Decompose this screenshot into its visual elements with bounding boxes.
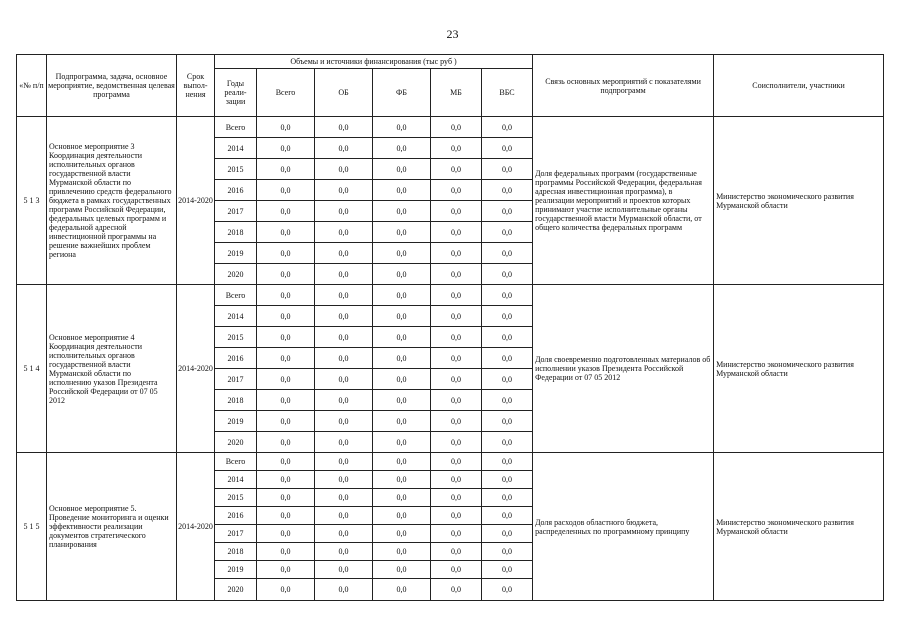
cell-fb: 0,0 — [373, 285, 431, 306]
cell-total: 0,0 — [257, 507, 315, 525]
cell-total: 0,0 — [257, 432, 315, 453]
row-year: 2014 — [215, 471, 257, 489]
row-year: 2015 — [215, 489, 257, 507]
cell-mb: 0,0 — [431, 543, 482, 561]
header-years: Годы реали-зации — [215, 69, 257, 117]
cell-fb: 0,0 — [373, 180, 431, 201]
cell-ob: 0,0 — [315, 264, 373, 285]
row-year: 2020 — [215, 579, 257, 601]
cell-vbs: 0,0 — [482, 411, 533, 432]
cell-ob: 0,0 — [315, 489, 373, 507]
cell-mb: 0,0 — [431, 222, 482, 243]
cell-ob: 0,0 — [315, 180, 373, 201]
cell-vbs: 0,0 — [482, 453, 533, 471]
cell-vbs: 0,0 — [482, 348, 533, 369]
cell-vbs: 0,0 — [482, 561, 533, 579]
cell-ob: 0,0 — [315, 390, 373, 411]
group-executors: Министерство экономического развития Мурманской области — [714, 285, 884, 453]
header-executors: Соисполнители, участники — [714, 55, 884, 117]
cell-ob: 0,0 — [315, 543, 373, 561]
cell-mb: 0,0 — [431, 471, 482, 489]
header-mb: МБ — [431, 69, 482, 117]
cell-vbs: 0,0 — [482, 138, 533, 159]
cell-total: 0,0 — [257, 327, 315, 348]
row-year: 2018 — [215, 390, 257, 411]
table-row — [17, 285, 884, 306]
group-term: 2014-2020 — [177, 117, 215, 285]
cell-vbs: 0,0 — [482, 525, 533, 543]
cell-mb: 0,0 — [431, 264, 482, 285]
cell-mb: 0,0 — [431, 390, 482, 411]
cell-ob: 0,0 — [315, 432, 373, 453]
header-fb: ФБ — [373, 69, 431, 117]
row-year: 2018 — [215, 222, 257, 243]
cell-fb: 0,0 — [373, 525, 431, 543]
cell-fb: 0,0 — [373, 201, 431, 222]
cell-vbs: 0,0 — [482, 264, 533, 285]
group-link: Доля расходов областного бюджета, распределенных по программному принципу — [533, 453, 714, 601]
header-term: Срок выпол-нения — [177, 55, 215, 117]
row-year: 2015 — [215, 159, 257, 180]
cell-mb: 0,0 — [431, 411, 482, 432]
cell-vbs: 0,0 — [482, 201, 533, 222]
cell-fb: 0,0 — [373, 411, 431, 432]
row-year: 2019 — [215, 411, 257, 432]
cell-vbs: 0,0 — [482, 432, 533, 453]
cell-ob: 0,0 — [315, 306, 373, 327]
cell-ob: 0,0 — [315, 579, 373, 601]
cell-total: 0,0 — [257, 159, 315, 180]
financing-table — [16, 54, 884, 601]
cell-mb: 0,0 — [431, 507, 482, 525]
cell-total: 0,0 — [257, 222, 315, 243]
cell-total: 0,0 — [257, 579, 315, 601]
cell-mb: 0,0 — [431, 306, 482, 327]
cell-total: 0,0 — [257, 348, 315, 369]
cell-fb: 0,0 — [373, 507, 431, 525]
cell-total: 0,0 — [257, 489, 315, 507]
header-link: Связь основных мероприятий с показателями подпрограмм — [533, 55, 714, 117]
cell-vbs: 0,0 — [482, 579, 533, 601]
cell-ob: 0,0 — [315, 369, 373, 390]
cell-total: 0,0 — [257, 201, 315, 222]
cell-vbs: 0,0 — [482, 507, 533, 525]
page-number: 23 — [446, 27, 459, 41]
cell-mb: 0,0 — [431, 561, 482, 579]
header-financing: Объемы и источники финансирования (тыс руб ) — [215, 55, 533, 69]
cell-total: 0,0 — [257, 138, 315, 159]
cell-ob: 0,0 — [315, 411, 373, 432]
cell-total: 0,0 — [257, 390, 315, 411]
cell-fb: 0,0 — [373, 117, 431, 138]
cell-fb: 0,0 — [373, 222, 431, 243]
cell-fb: 0,0 — [373, 348, 431, 369]
cell-ob: 0,0 — [315, 159, 373, 180]
row-year: 2019 — [215, 561, 257, 579]
row-year: 2017 — [215, 201, 257, 222]
cell-mb: 0,0 — [431, 285, 482, 306]
header-ob: ОБ — [315, 69, 373, 117]
row-year: 2017 — [215, 525, 257, 543]
group-link: Доля своевременно подготовленных материалов об исполнении указов Президента Российской Федерации от 07 05 2012 — [533, 285, 714, 453]
cell-fb: 0,0 — [373, 471, 431, 489]
cell-mb: 0,0 — [431, 159, 482, 180]
group-term: 2014-2020 — [177, 453, 215, 601]
cell-total: 0,0 — [257, 264, 315, 285]
cell-total: 0,0 — [257, 306, 315, 327]
cell-vbs: 0,0 — [482, 243, 533, 264]
cell-total: 0,0 — [257, 453, 315, 471]
cell-fb: 0,0 — [373, 561, 431, 579]
cell-vbs: 0,0 — [482, 471, 533, 489]
row-year: 2015 — [215, 327, 257, 348]
cell-fb: 0,0 — [373, 453, 431, 471]
group-num: 5 1 5 — [17, 453, 47, 601]
group-513 — [17, 117, 884, 285]
cell-fb: 0,0 — [373, 306, 431, 327]
header-num: «№ п/п — [17, 55, 47, 117]
cell-total: 0,0 — [257, 471, 315, 489]
table-row — [17, 117, 884, 138]
group-515 — [17, 453, 884, 601]
group-executors: Министерство экономического развития Мурманской области — [714, 117, 884, 285]
cell-total: 0,0 — [257, 543, 315, 561]
cell-total: 0,0 — [257, 369, 315, 390]
row-year: 2014 — [215, 138, 257, 159]
row-year: Всего — [215, 117, 257, 138]
cell-fb: 0,0 — [373, 489, 431, 507]
cell-total: 0,0 — [257, 411, 315, 432]
cell-mb: 0,0 — [431, 489, 482, 507]
cell-vbs: 0,0 — [482, 369, 533, 390]
row-year: 2016 — [215, 507, 257, 525]
cell-ob: 0,0 — [315, 561, 373, 579]
row-year: 2017 — [215, 369, 257, 390]
cell-ob: 0,0 — [315, 327, 373, 348]
group-term: 2014-2020 — [177, 285, 215, 453]
cell-vbs: 0,0 — [482, 390, 533, 411]
row-year: 2018 — [215, 543, 257, 561]
cell-ob: 0,0 — [315, 507, 373, 525]
cell-fb: 0,0 — [373, 579, 431, 601]
cell-ob: 0,0 — [315, 243, 373, 264]
cell-ob: 0,0 — [315, 348, 373, 369]
cell-ob: 0,0 — [315, 117, 373, 138]
row-year: 2014 — [215, 306, 257, 327]
cell-mb: 0,0 — [431, 201, 482, 222]
group-514 — [17, 285, 884, 453]
cell-ob: 0,0 — [315, 138, 373, 159]
header-vbs: ВБС — [482, 69, 533, 117]
cell-total: 0,0 — [257, 285, 315, 306]
cell-mb: 0,0 — [431, 138, 482, 159]
row-year: Всего — [215, 285, 257, 306]
cell-mb: 0,0 — [431, 117, 482, 138]
row-year: 2020 — [215, 432, 257, 453]
cell-mb: 0,0 — [431, 579, 482, 601]
cell-vbs: 0,0 — [482, 327, 533, 348]
cell-mb: 0,0 — [431, 243, 482, 264]
cell-mb: 0,0 — [431, 432, 482, 453]
cell-vbs: 0,0 — [482, 180, 533, 201]
cell-fb: 0,0 — [373, 138, 431, 159]
group-program: Основное мероприятие 5. Проведение мониторинга и оценки эффективности реализации документов стратегического планирования — [47, 453, 177, 601]
cell-fb: 0,0 — [373, 543, 431, 561]
cell-mb: 0,0 — [431, 369, 482, 390]
cell-fb: 0,0 — [373, 390, 431, 411]
cell-ob: 0,0 — [315, 285, 373, 306]
cell-mb: 0,0 — [431, 525, 482, 543]
group-num: 5 1 4 — [17, 285, 47, 453]
cell-ob: 0,0 — [315, 222, 373, 243]
cell-fb: 0,0 — [373, 369, 431, 390]
table-row — [17, 453, 884, 471]
group-program: Основное мероприятие 3 Координация деятельности исполнительных органов государственной власти Мурманской области по привлечению средств федерального бюджета в рамках государственных программ Российской Федерации, федеральных целевых программ и федеральной адресной инвестиционной программы на решение важнейших проблем региона — [47, 117, 177, 285]
cell-vbs: 0,0 — [482, 222, 533, 243]
cell-ob: 0,0 — [315, 471, 373, 489]
group-link: Доля федеральных программ (государственные программы Российской Федерации, федеральная адресная инвестиционная программа), в реализации мероприятий и проектов которых принимают участие исполнительные органы государственной власти Мурманской области, от общего количества федеральных программ — [533, 117, 714, 285]
cell-mb: 0,0 — [431, 348, 482, 369]
cell-total: 0,0 — [257, 243, 315, 264]
header-total: Всего — [257, 69, 315, 117]
row-year: Всего — [215, 453, 257, 471]
cell-vbs: 0,0 — [482, 117, 533, 138]
cell-mb: 0,0 — [431, 180, 482, 201]
cell-vbs: 0,0 — [482, 489, 533, 507]
cell-vbs: 0,0 — [482, 306, 533, 327]
row-year: 2016 — [215, 348, 257, 369]
cell-ob: 0,0 — [315, 525, 373, 543]
row-year: 2016 — [215, 180, 257, 201]
cell-ob: 0,0 — [315, 201, 373, 222]
cell-total: 0,0 — [257, 525, 315, 543]
cell-vbs: 0,0 — [482, 543, 533, 561]
cell-total: 0,0 — [257, 117, 315, 138]
cell-fb: 0,0 — [373, 432, 431, 453]
cell-total: 0,0 — [257, 180, 315, 201]
row-year: 2020 — [215, 264, 257, 285]
cell-vbs: 0,0 — [482, 159, 533, 180]
group-program: Основное мероприятие 4 Координация деятельности исполнительных органов государственной власти Мурманской области по исполнению указов Президента Российской Федерации от 07 05 2012 — [47, 285, 177, 453]
cell-total: 0,0 — [257, 561, 315, 579]
cell-fb: 0,0 — [373, 327, 431, 348]
cell-fb: 0,0 — [373, 243, 431, 264]
group-executors: Министерство экономического развития Мурманской области — [714, 453, 884, 601]
cell-fb: 0,0 — [373, 264, 431, 285]
header-program: Подпрограмма, задача, основное мероприятие, ведомственная целевая программа — [47, 55, 177, 117]
cell-mb: 0,0 — [431, 327, 482, 348]
cell-mb: 0,0 — [431, 453, 482, 471]
row-year: 2019 — [215, 243, 257, 264]
cell-ob: 0,0 — [315, 453, 373, 471]
cell-fb: 0,0 — [373, 159, 431, 180]
cell-vbs: 0,0 — [482, 285, 533, 306]
group-num: 5 1 3 — [17, 117, 47, 285]
